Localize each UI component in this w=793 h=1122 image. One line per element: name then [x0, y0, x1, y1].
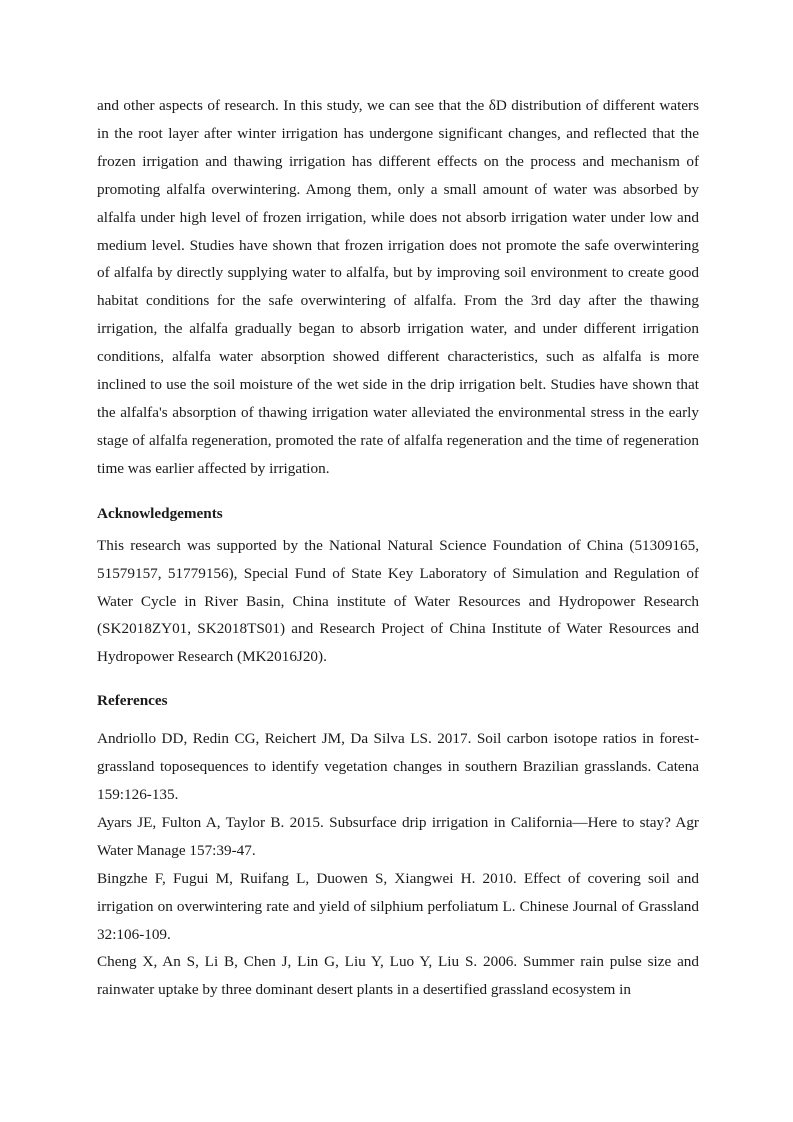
acknowledgements-paragraph: This research was supported by the National Natural Science Foundation of China (51309165, 51579157, 51779156), Special Fund of State Key Laboratory of Simulation and Regulation of Water Cycle in River Basin, China institute of Water Resources and Hydropower Research (SK2018ZY01, SK2018TS01) and Research Project of China Institute of Water Resources and Hydropower Research (MK2016J20).: [97, 536, 699, 666]
references-heading: References: [97, 692, 168, 710]
reference-item: Andriollo DD, Redin CG, Reichert JM, Da Silva LS. 2017. Soil carbon isotope ratios in forest-grassland toposequences to identify vegetation changes in southern Brazilian grasslands. Catena 159:126-135.: [97, 730, 699, 804]
reference-item: Bingzhe F, Fugui M, Ruifang L, Duowen S, Xiangwei H. 2010. Effect of covering soil and irrigation on overwintering rate and yield of silphium perfoliatum L. Chinese Journal of Grassland 32:106-109.: [97, 869, 699, 943]
acknowledgements-heading: Acknowledgements: [97, 504, 223, 522]
discussion-paragraph: and other aspects of research. In this study, we can see that the δD distribution of different waters in the root layer after winter irrigation has undergone significant changes, and reflected that the frozen irrigation and thawing irrigation has different effects on the process and mechanism of promoting alfalfa overwintering. Among them, only a small amount of water was absorbed by alfalfa under high level of frozen irrigation, while does not absorb irrigation water under low and medium level. Studies have shown that frozen irrigation does not promote the safe overwintering of alfalfa by directly supplying water to alfalfa, but by improving soil environment to create good habitat conditions for the safe overwintering of alfalfa. From the 3rd day after the thawing irrigation, the alfalfa gradually began to absorb irrigation water, and under different irrigation conditions, alfalfa water absorption showed different characteristics, such as alfalfa is more inclined to use the soil moisture of the wet side in the drip irrigation belt. Studies have shown that the alfalfa's absorption of thawing irrigation water alleviated the environmental stress in the early stage of alfalfa regeneration, promoted the rate of alfalfa regeneration and the time of regeneration time was earlier affected by irrigation.: [97, 97, 699, 477]
references-list: [97, 725, 699, 1004]
reference-item: Cheng X, An S, Li B, Chen J, Lin G, Liu Y, Luo Y, Liu S. 2006. Summer rain pulse size and rainwater uptake by three dominant desert plants in a desertified grassland ecosystem in: [97, 953, 699, 999]
page-content: [97, 92, 699, 1004]
reference-item: Ayars JE, Fulton A, Taylor B. 2015. Subsurface drip irrigation in California—Here to stay? Agr Water Manage 157:39-47.: [97, 813, 699, 859]
